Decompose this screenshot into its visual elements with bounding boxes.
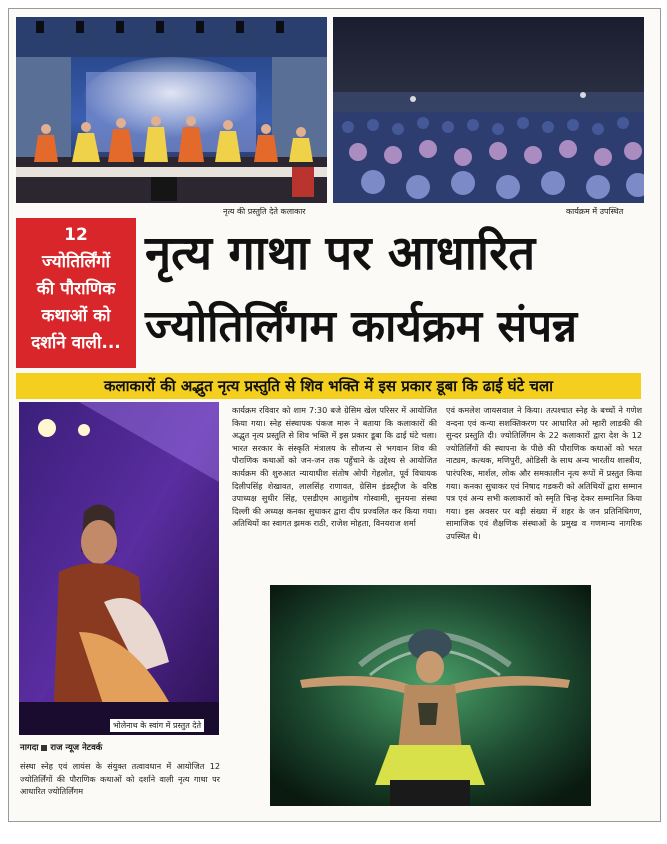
red-box-line: की पौराणिक	[36, 279, 116, 299]
photo-audience	[333, 17, 644, 203]
article-col1: संस्था स्नेह एवं लायंस के संयुक्त तत्वावधान में आयोजित 12 ज्योतिर्लिंगों की पौराणिक कथाओं को दर्शाने वाली नृत्य गाथा पर आधारित ज्योतिर्लिंगम	[20, 761, 220, 797]
subheadline-banner: कलाकारों की अद्भुत नृत्य प्रस्तुति से शिव भक्ति में इस प्रकार डूबा कि ढाई घंटे चला	[16, 373, 641, 399]
red-box-line: कथाओं को	[41, 306, 111, 326]
caption-audience: कार्यक्रम में उपस्थित	[566, 207, 624, 216]
red-highlight-box	[16, 218, 136, 368]
red-box-line: दर्शाने वाली...	[31, 333, 121, 353]
headline-line-2: ज्योतिर्लिंगम कार्यक्रम संपन्न	[145, 301, 578, 352]
headline-line-1: नृत्य गाथा पर आधारित	[145, 226, 536, 281]
byline	[20, 742, 102, 753]
photo-stage-performance	[16, 17, 327, 203]
caption-shiva: भोलेनाथ के स्वांग में प्रस्तुत देते	[110, 719, 204, 732]
photo-shiva-performance	[19, 402, 219, 735]
red-box-line: ज्योतिर्लिंगों	[42, 252, 110, 272]
article-col3: एवं कमलेश जायसवाल ने किया। तत्पश्चात स्नेह के बच्चों ने गणेश वन्दना एवं कन्या सशक्तिकरण पर आधारित ओ म्हारी लाडकी की सुन्दर प्रस्तुति दी। ज्योतिर्लिंगम के 22 कलाकारों द्वारा देश के 12 ज्योतिर्लिंगों की स्थापना के पीछे की पौराणिक कथाओं को भरत नाट्यम, कत्थक, मणिपुरी, ओडिसी के साथ अन्य भारतीय शास्त्रीय, पारंपरिक, मार्शल, लोक और समकालीन नृत्य रूपों में प्रस्तुत किया गया। कनका सुधाकर एवं निषाद गडकरी को अतिथियों द्वारा सम्मान पत्र एवं अन्य सभी कलाकारों को स्मृति चिन्ह देकर सम्मानित किया गया। इस अवसर पर बड़ी संख्या में शहर के जन प्रतिनिधिगण, सामाजिक एवं शैक्षणिक संस्थाओं के प्रमुख व गणमान्य नागरिक उपस्थित थे।	[446, 405, 642, 541]
square-icon	[41, 745, 47, 751]
caption-stage-performance: नृत्य की प्रस्तुति देते कलाकार	[223, 207, 306, 216]
byline-agency: राज न्यूज नेटवर्क	[50, 743, 103, 753]
photo-dancer	[270, 585, 591, 806]
byline-city: नागदा	[20, 743, 39, 753]
article-col2: कार्यक्रम रविवार को शाम 7:30 बजे ग्रेसिम खेल परिसर में आयोजित किया गया। स्नेह संस्थापक पंकज मारू ने बताया कि कलाकारों की अद्भुत नृत्य प्रस्तुति से शिव भक्ति में इस प्रकार डूबा कि ढाई घंटे चला। भारत सरकार के संस्कृति मंत्रालय के सौजन्य से भगवान शिव की पौराणिक कथाओं को जन-जन तक पहुँचाने के उद्देश्य से आयोजित कार्यक्रम की शुरुआत न्यायाधीश संतोष ओपी गेहलोत, पूर्व विधायक दिलीपसिंह शेखावत, लालसिंह राणावत, ग्रेसिम इंडस्ट्रीज के वरिष्ठ उपाध्यक्ष सुधीर सिंह, एसडीएम आशुतोष गोस्वामी, सुनयना संस्था दिल्ली की अध्यक्ष कनका सुधाकर द्वारा दीप प्रज्वलित कर किया गया। अतिथियों का स्वागत झमक राठी, राजेश मोहता, विनयराज शर्मा	[232, 405, 437, 529]
red-box-line: 12	[64, 225, 88, 245]
